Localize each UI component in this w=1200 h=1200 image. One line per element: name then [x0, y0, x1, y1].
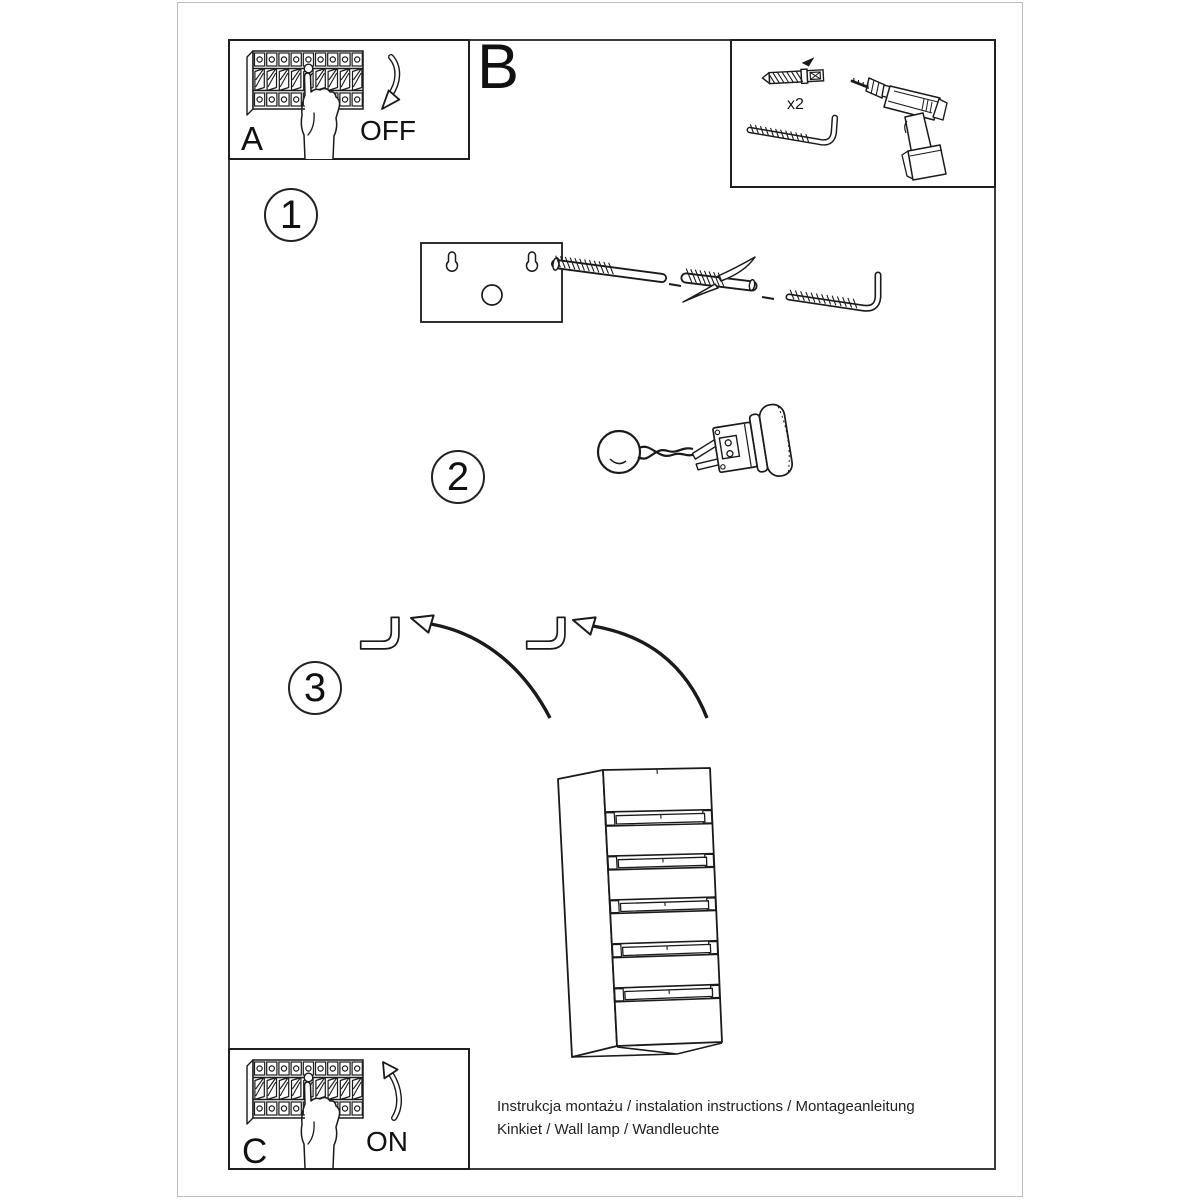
wall-lamp-body-illustration — [545, 755, 735, 1067]
curved-arrow-icon — [573, 617, 707, 718]
step-2-number: 2 — [446, 454, 470, 499]
section-label-b: B — [477, 32, 520, 102]
section-label-a: A — [241, 120, 264, 157]
footer-line-1: Instrukcja montażu / instalation instructions / Montageanleitung — [497, 1098, 915, 1115]
off-label: OFF — [360, 115, 416, 146]
arrow-up-icon — [366, 1060, 406, 1122]
wall-plug-quantity-label: x2 — [787, 96, 804, 113]
arrow-down-icon — [364, 53, 404, 115]
parts-and-tools-panel — [730, 39, 996, 188]
step-3-badge — [288, 661, 342, 715]
wires-icon — [638, 447, 696, 459]
step-1-badge — [264, 188, 318, 242]
step-2-badge — [431, 450, 485, 504]
tools-illustration — [732, 41, 994, 186]
circuit-breaker-panel-icon — [244, 47, 379, 159]
hook-screw-icon — [789, 275, 878, 308]
lamp-socket-icon — [687, 403, 794, 489]
screw-icon — [552, 256, 662, 278]
power-on-panel — [228, 1048, 470, 1170]
on-label: ON — [366, 1126, 408, 1157]
wall-plug-icon — [761, 57, 823, 86]
hook-icon — [527, 617, 565, 648]
bulb-and-socket-illustration — [590, 402, 815, 497]
hang-on-hooks-illustration — [355, 600, 725, 725]
step-3-number: 3 — [303, 665, 327, 710]
wall-plug-anchor-icon — [683, 257, 755, 302]
step-1-number: 1 — [279, 192, 303, 237]
footer-text — [497, 1095, 915, 1141]
curved-arrow-icon — [411, 615, 550, 718]
section-label-c: C — [242, 1132, 268, 1171]
mounting-hardware-illustration — [415, 235, 915, 345]
footer-line-2: Kinkiet / Wall lamp / Wandleuchte — [497, 1121, 720, 1138]
drill-icon — [852, 78, 947, 180]
bulb-icon — [598, 431, 640, 473]
hook-screw-icon — [749, 112, 835, 145]
hook-icon — [361, 617, 399, 648]
mounting-plate-icon — [421, 243, 562, 322]
power-off-panel — [228, 39, 470, 160]
